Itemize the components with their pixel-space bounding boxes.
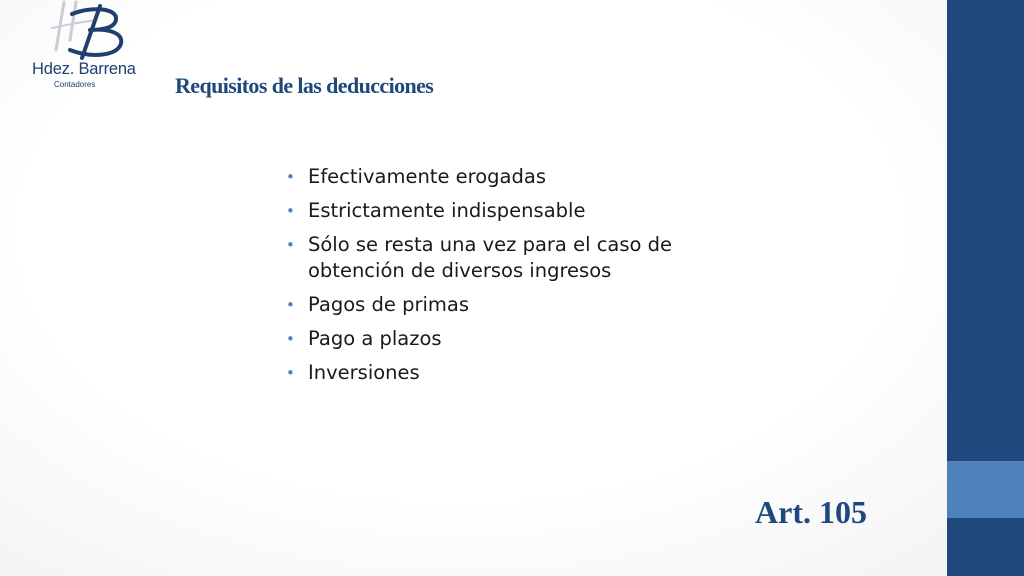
- bullet-text: Pagos de primas: [308, 293, 469, 316]
- bullet-text: Inversiones: [308, 361, 420, 384]
- bullet-icon: •: [286, 236, 295, 254]
- bullet-icon: •: [286, 296, 295, 314]
- slide-title: Requisitos de las deducciones: [175, 73, 434, 98]
- bullet-icon: •: [286, 202, 295, 220]
- bullet-item: [286, 164, 726, 190]
- bullet-icon: •: [286, 330, 295, 348]
- logo-subtitle: Contadores: [54, 80, 96, 89]
- logo-name: Hdez. Barrena: [32, 60, 136, 78]
- bullet-text: Estrictamente indispensable: [308, 199, 586, 222]
- bullet-text: Pago a plazos: [308, 327, 442, 350]
- bullet-icon: •: [286, 168, 295, 186]
- sidebar-accent-block: [947, 461, 1024, 518]
- bullet-item: [286, 198, 726, 224]
- bullet-item: [286, 292, 726, 318]
- logo-monogram-icon: [30, 0, 150, 64]
- bullet-item: [286, 360, 726, 386]
- bullet-item: [286, 326, 726, 352]
- company-logo: [30, 0, 150, 100]
- bullet-list: [286, 164, 726, 394]
- article-reference: Art. 105: [755, 494, 867, 530]
- bullet-text: Efectivamente erogadas: [308, 165, 546, 188]
- bullet-icon: •: [286, 364, 295, 382]
- bullet-text: Sólo se resta una vez para el caso de obtención de diversos ingresos: [308, 233, 673, 282]
- bullet-item: [286, 232, 726, 284]
